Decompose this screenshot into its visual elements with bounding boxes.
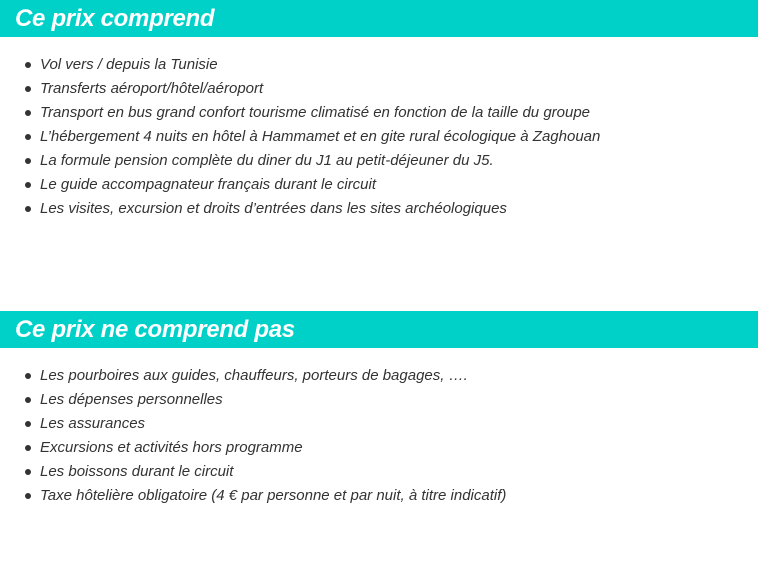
list-item-text: Taxe hôtelière obligatoire (4 € par personne et par nuit, à titre indicatif)	[40, 487, 507, 504]
bullet-icon	[25, 206, 31, 212]
bullet-icon	[25, 445, 31, 451]
bullet-icon	[25, 134, 31, 140]
list-item-text: Le guide accompagnateur français durant le circuit	[40, 176, 377, 193]
list-item-text: Transferts aéroport/hôtel/aéroport	[40, 80, 264, 97]
bullet-icon	[25, 421, 31, 427]
bullet-icon	[25, 86, 31, 92]
list-item	[24, 197, 758, 221]
list-item-text: Les boissons durant le circuit	[40, 463, 234, 480]
list-item-text: Vol vers / depuis la Tunisie	[40, 56, 218, 73]
list-item	[24, 460, 758, 484]
price-includes-list	[0, 37, 758, 221]
bullet-icon	[25, 397, 31, 403]
price-includes-title: Ce prix comprend	[15, 4, 215, 32]
list-item	[24, 436, 758, 460]
bullet-icon	[25, 158, 31, 164]
price-excludes-list	[0, 348, 758, 508]
list-item	[24, 101, 758, 125]
price-excludes-header	[0, 311, 758, 348]
list-item	[24, 364, 758, 388]
list-item	[24, 173, 758, 197]
list-item	[24, 125, 758, 149]
bullet-icon	[25, 469, 31, 475]
list-item-text: Les visites, excursion et droits d’entrées dans les sites archéologiques	[40, 200, 507, 217]
list-item	[24, 412, 758, 436]
list-item-text: Les assurances	[40, 415, 146, 432]
list-item	[24, 388, 758, 412]
bullet-icon	[25, 493, 31, 499]
bullet-icon	[25, 62, 31, 68]
list-item-text: Transport en bus grand confort tourisme climatisé en fonction de la taille du groupe	[40, 104, 591, 121]
price-excludes-section	[0, 311, 758, 508]
list-item	[24, 77, 758, 101]
list-item	[24, 484, 758, 508]
list-item-text: Les pourboires aux guides, chauffeurs, porteurs de bagages, ….	[40, 367, 468, 384]
list-item	[24, 53, 758, 77]
price-includes-header	[0, 0, 758, 37]
list-item-text: L’hébergement 4 nuits en hôtel à Hammamet et en gite rural écologique à Zaghouan	[40, 128, 601, 145]
price-excludes-title: Ce prix ne comprend pas	[15, 315, 295, 343]
bullet-icon	[25, 110, 31, 116]
price-includes-section	[0, 0, 758, 221]
list-item-text: La formule pension complète du diner du J1 au petit-déjeuner du J5.	[40, 152, 494, 169]
bullet-icon	[25, 373, 31, 379]
list-item-text: Les dépenses personnelles	[40, 391, 223, 408]
list-item	[24, 149, 758, 173]
list-item-text: Excursions et activités hors programme	[40, 439, 303, 456]
bullet-icon	[25, 182, 31, 188]
